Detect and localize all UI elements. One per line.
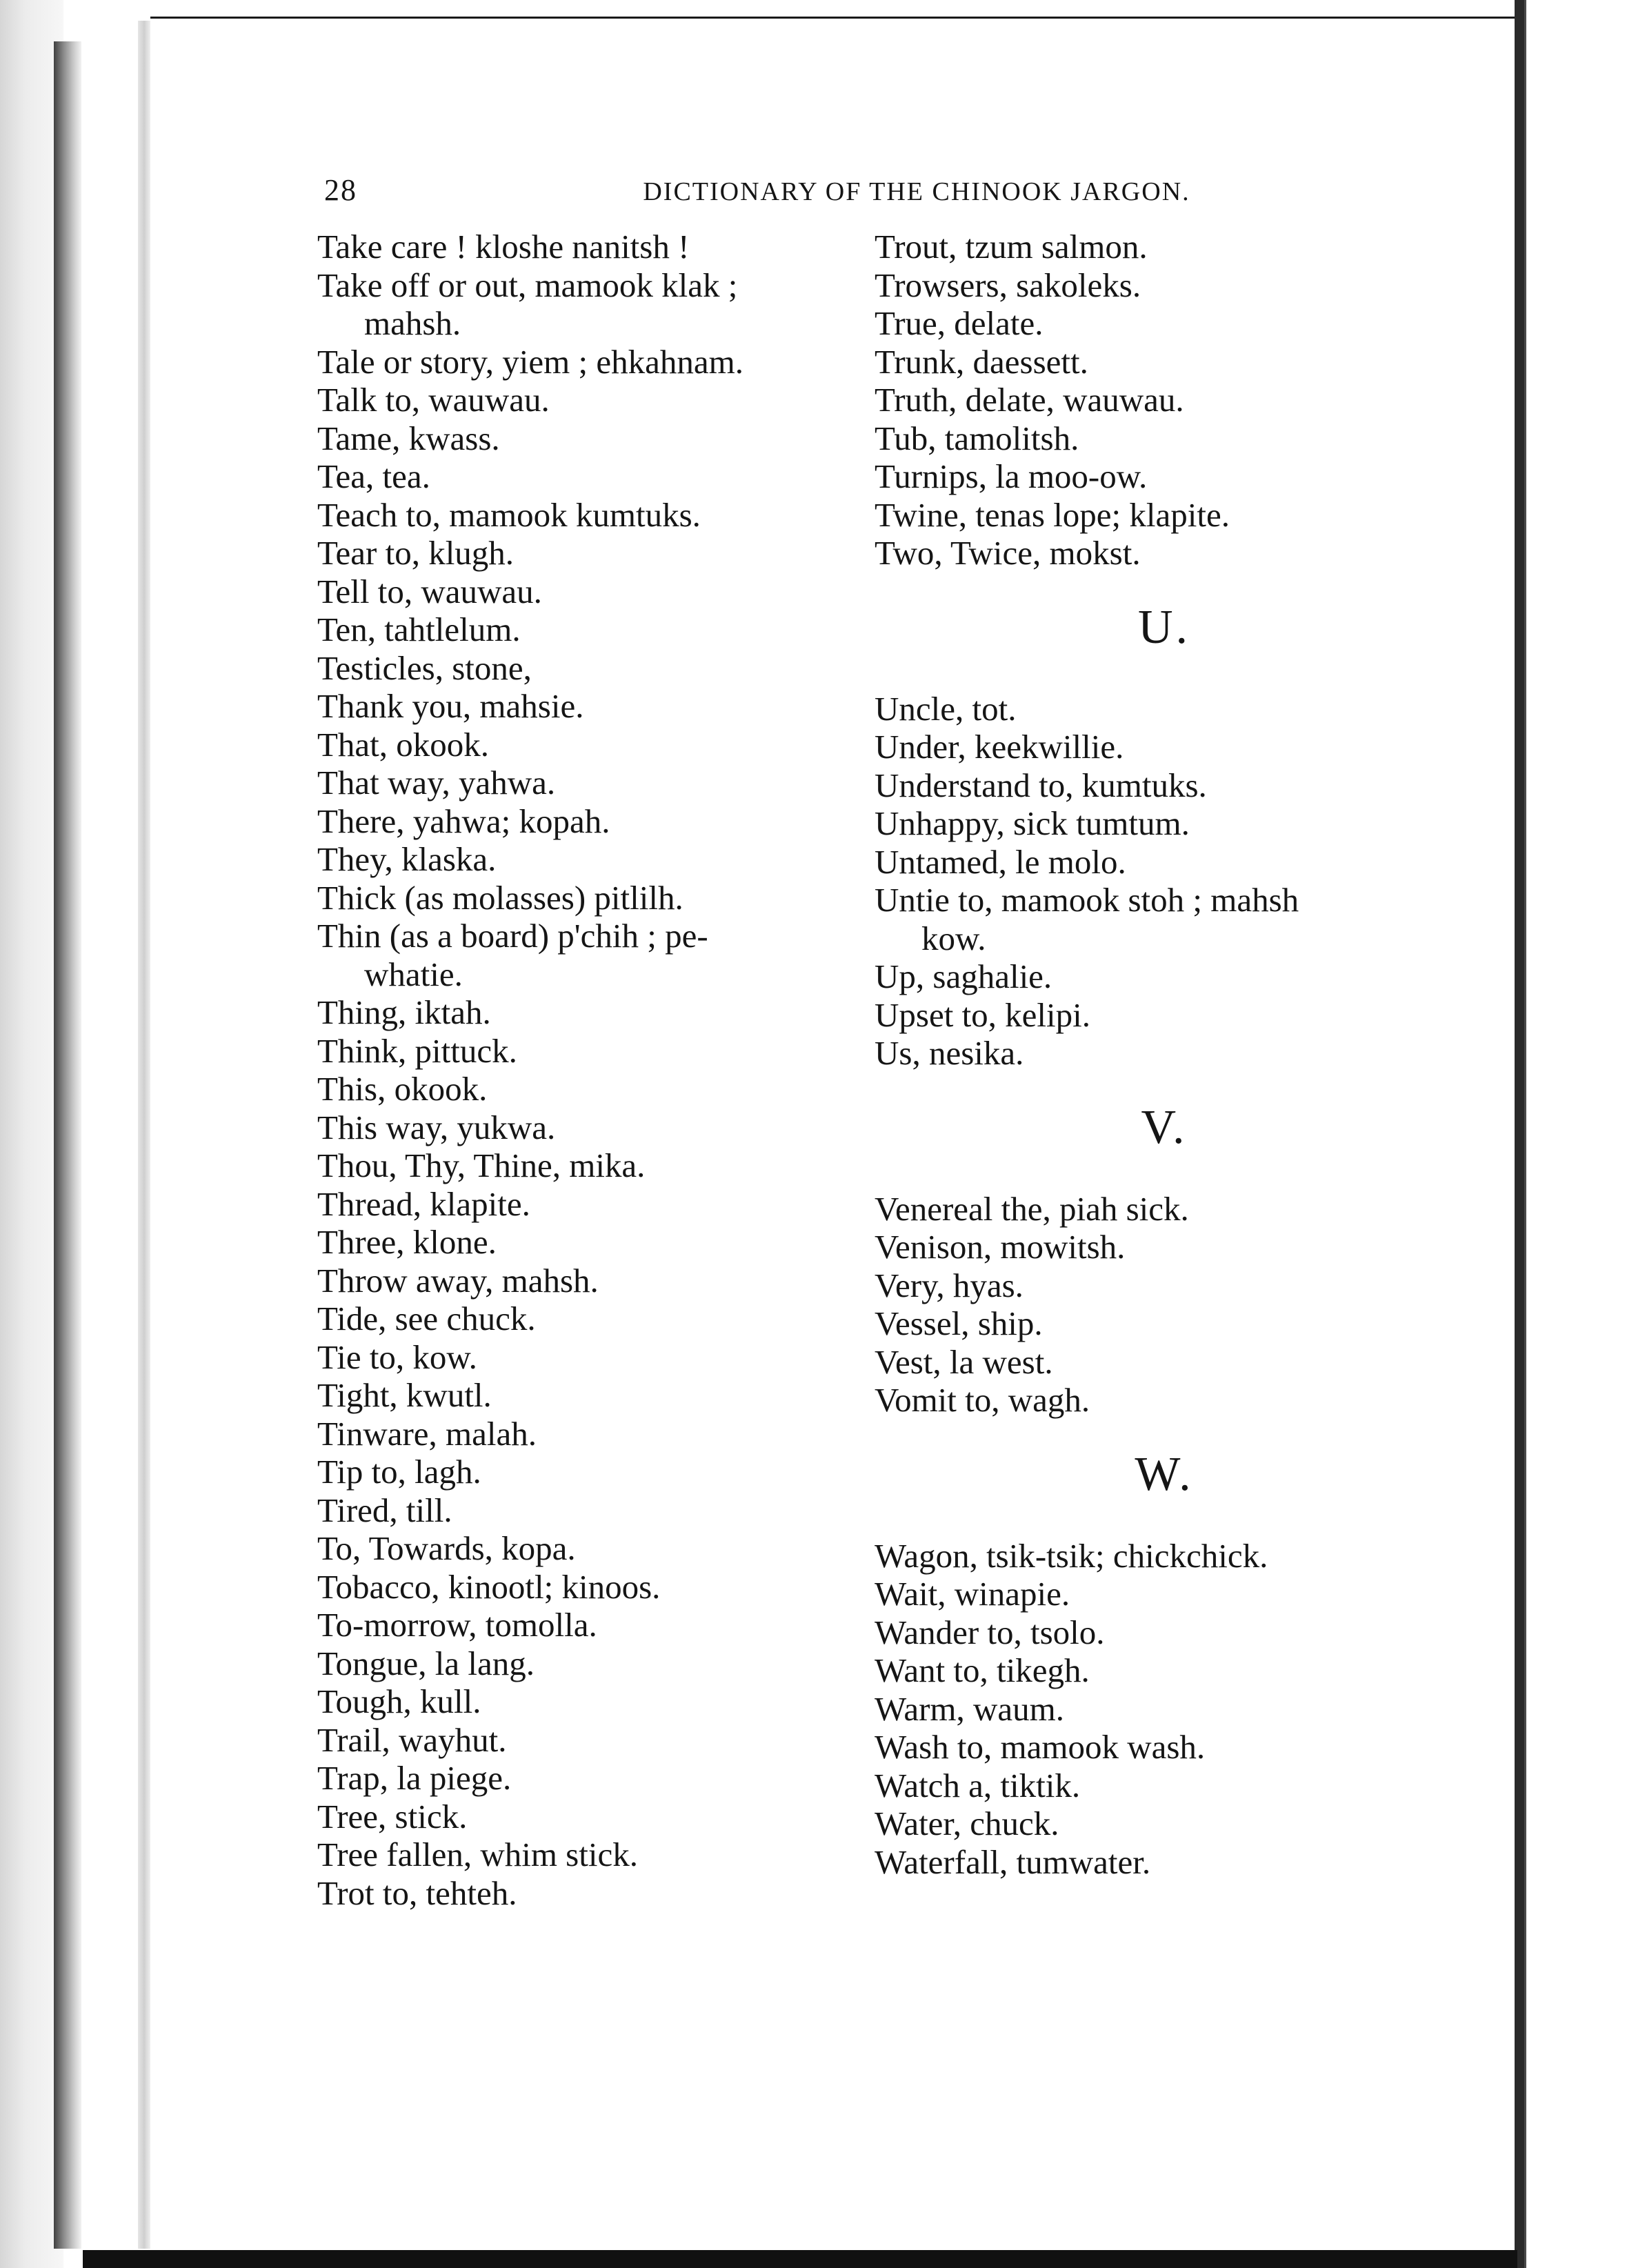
dictionary-entry: Tree fallen, whim stick. xyxy=(317,1836,638,1873)
dictionary-entry: Upset to, kelipi. xyxy=(875,995,1091,1034)
dictionary-entry: Very, hyas. xyxy=(875,1266,1024,1304)
right-column-t-entries xyxy=(875,228,1454,573)
dictionary-entry: Teach to, mamook kumtuks. xyxy=(317,495,701,534)
dictionary-entry: Trot to, tehteh. xyxy=(317,1873,517,1912)
dictionary-entry: They, klaska. xyxy=(317,840,497,878)
dictionary-entry: Wagon, tsik-tsik; chickchick. xyxy=(875,1536,1268,1575)
dictionary-entry: Untamed, le molo. xyxy=(875,842,1126,881)
dictionary-entry: Tell to, wauwau. xyxy=(317,572,542,610)
dictionary-entry: Throw away, mahsh. xyxy=(317,1261,599,1300)
dictionary-entry: Tongue, la lang. xyxy=(317,1644,535,1682)
dictionary-entry: Tired, till. xyxy=(317,1491,452,1529)
dictionary-entry: Thin (as a board) p'chih ; pe- xyxy=(317,917,708,955)
dictionary-entry: Thank you, mahsie. xyxy=(317,687,584,725)
dictionary-entry: Water, chuck. xyxy=(875,1804,1059,1842)
dictionary-entry: Tea, tea. xyxy=(317,457,430,495)
dictionary-entry: That way, yahwa. xyxy=(317,764,556,802)
page-edge-bottom xyxy=(83,2250,1517,2268)
dictionary-entry: Twine, tenas lope; klapite. xyxy=(875,495,1230,534)
section-v-entries xyxy=(875,1190,1454,1420)
dictionary-entry: Tight, kwutl. xyxy=(317,1376,492,1414)
facing-page-edge xyxy=(1524,0,1647,2268)
dictionary-entry: True, delate. xyxy=(875,304,1044,342)
dictionary-entry: Tale or story, yiem ; ehkahnam. xyxy=(317,342,743,381)
dictionary-entry: This, okook. xyxy=(317,1070,488,1108)
dictionary-entry: Turnips, la moo-ow. xyxy=(875,457,1148,495)
section-heading-v: V. xyxy=(1141,1100,1188,1154)
dictionary-entry: Tub, tamolitsh. xyxy=(875,419,1079,457)
dictionary-entry: To, Towards, kopa. xyxy=(317,1529,576,1567)
running-head xyxy=(324,172,1448,208)
dictionary-entry: Testicles, stone, xyxy=(317,648,532,687)
dictionary-entry: Want to, tikegh. xyxy=(875,1651,1090,1689)
gutter-line xyxy=(138,21,150,2249)
dictionary-entry: Understand to, kumtuks. xyxy=(875,766,1207,804)
dictionary-entry: Think, pittuck. xyxy=(317,1031,517,1070)
dictionary-entry: This way, yukwa. xyxy=(317,1108,556,1146)
dictionary-entry-continuation: kow. xyxy=(921,919,986,957)
dictionary-entry: Waterfall, tumwater. xyxy=(875,1842,1151,1881)
dictionary-entry: Wander to, tsolo. xyxy=(875,1613,1105,1651)
right-column xyxy=(875,228,1454,1881)
dictionary-entry: Tame, kwass. xyxy=(317,419,500,457)
dictionary-entry-continuation: mahsh. xyxy=(364,304,461,342)
dictionary-entry: Tie to, kow. xyxy=(317,1337,477,1376)
dictionary-entry: Trout, tzum salmon. xyxy=(875,228,1148,266)
dictionary-entry: To-morrow, tomolla. xyxy=(317,1606,597,1644)
section-w-entries xyxy=(875,1537,1454,1882)
left-column xyxy=(317,228,869,1912)
dictionary-entry: Thick (as molasses) pitlilh. xyxy=(317,878,683,917)
dictionary-entry: Trunk, daessett. xyxy=(875,342,1088,381)
dictionary-entry: Watch a, tiktik. xyxy=(875,1766,1081,1804)
section-heading-w: W. xyxy=(1135,1447,1194,1501)
dictionary-entry: Three, klone. xyxy=(317,1223,497,1261)
dictionary-entry: Unhappy, sick tumtum. xyxy=(875,804,1190,842)
dictionary-entry: There, yahwa; kopah. xyxy=(317,802,610,840)
dictionary-entry: Tinware, malah. xyxy=(317,1414,537,1453)
dictionary-entry: Two, Twice, mokst. xyxy=(875,534,1141,572)
dictionary-entry-continuation: whatie. xyxy=(364,955,463,993)
dictionary-entry: Tobacco, kinootl; kinoos. xyxy=(317,1567,661,1606)
page-number: 28 xyxy=(324,173,357,207)
dictionary-entry: Vessel, ship. xyxy=(875,1304,1043,1342)
dictionary-entry: Vomit to, wagh. xyxy=(875,1381,1090,1419)
dictionary-entry: Under, keekwillie. xyxy=(875,728,1124,766)
dictionary-entry: Tip to, lagh. xyxy=(317,1453,481,1491)
dictionary-entry: Up, saghalie. xyxy=(875,957,1052,995)
dictionary-entry: Tear to, klugh. xyxy=(317,534,515,572)
dictionary-entry: That, okook. xyxy=(317,725,490,764)
dictionary-entry: Tide, see chuck. xyxy=(317,1300,536,1337)
dictionary-entry: Venison, mowitsh. xyxy=(875,1228,1126,1266)
dictionary-entry: Wash to, mamook wash. xyxy=(875,1728,1206,1766)
page-edge-right xyxy=(1515,0,1524,2268)
dictionary-entry: Warm, waum. xyxy=(875,1689,1065,1728)
section-heading-u: U. xyxy=(1137,600,1191,654)
dictionary-entry: Thing, iktah. xyxy=(317,993,491,1031)
dictionary-entry: Untie to, mamook stoh ; mahsh xyxy=(875,881,1299,919)
dictionary-entry: Thou, Thy, Thine, mika. xyxy=(317,1146,646,1184)
dictionary-entry: Take care ! kloshe nanitsh ! xyxy=(317,228,690,266)
dictionary-entry: Tough, kull. xyxy=(317,1682,481,1720)
dictionary-entry: Uncle, tot. xyxy=(875,689,1017,728)
dictionary-entry: Trail, wayhut. xyxy=(317,1720,507,1759)
dictionary-entry: Talk to, wauwau. xyxy=(317,381,550,419)
dictionary-entry: Us, nesika. xyxy=(875,1034,1024,1072)
dictionary-entry: Ten, tahtlelum. xyxy=(317,610,521,648)
dictionary-entry: Trap, la piege. xyxy=(317,1759,512,1797)
section-u-entries xyxy=(875,690,1454,1073)
dictionary-entry: Venereal the, piah sick. xyxy=(875,1189,1189,1228)
spine-shadow xyxy=(54,41,81,2249)
dictionary-entry: Take off or out, mamook klak ; xyxy=(317,266,738,304)
dictionary-entry: Tree, stick. xyxy=(317,1797,468,1836)
dictionary-entry: Trowsers, sakoleks. xyxy=(875,266,1141,304)
dictionary-entry: Truth, delate, wauwau. xyxy=(875,381,1184,419)
dictionary-entry: Thread, klapite. xyxy=(317,1184,530,1223)
running-title: DICTIONARY OF THE CHINOOK JARGON. xyxy=(643,177,1190,206)
dictionary-entry: Wait, winapie. xyxy=(875,1575,1070,1613)
dictionary-entry: Vest, la west. xyxy=(875,1342,1053,1381)
